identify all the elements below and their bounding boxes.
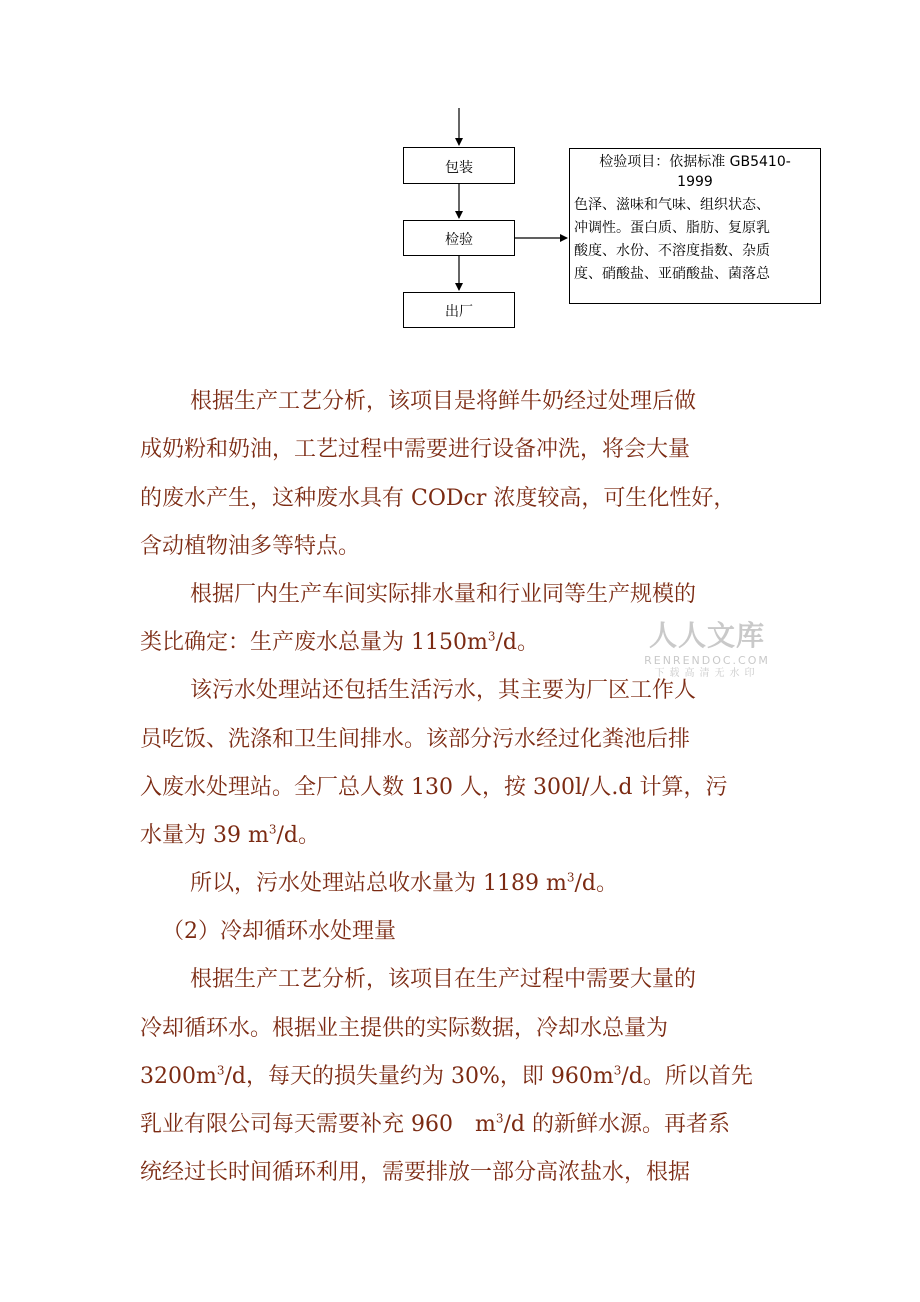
paragraph-1-line-4: 含动植物油多等特点。: [140, 534, 361, 559]
note-line: 1999: [677, 174, 713, 190]
flow-step-label: 出厂: [445, 304, 473, 320]
superscript: 3: [487, 629, 496, 644]
text-segment: /d，每天的损失量约为 30%，即 960m: [224, 1064, 614, 1089]
flow-step-label: 包装: [445, 160, 473, 176]
superscript: 3: [613, 1063, 622, 1078]
superscript: 3: [216, 1063, 225, 1078]
note-line: 检验项目：依据标准 GB5410-: [599, 154, 791, 170]
paragraph-5-line-5: 统经过长时间循环利用，需要排放一部分高浓盐水，根据: [140, 1160, 691, 1185]
note-line: 度、硝酸盐、亚硝酸盐、菌落总: [574, 266, 770, 282]
paragraph-3-line-3: 入废水处理站。全厂总人数 130 人，按 300l/人.d 计算，污: [140, 775, 728, 800]
note-line: 酸度、水份、不溶度指数、杂质: [574, 243, 770, 259]
text-segment: /d 的新鲜水源。再者系: [503, 1112, 730, 1137]
text-segment: /d。所以首先: [621, 1064, 753, 1089]
paragraph-5-line-3: [140, 1062, 753, 1092]
paragraph-3-line-1: 该污水处理站还包括生活污水，其主要为厂区工作人: [190, 678, 697, 703]
watermark-title: 人人文库: [648, 619, 765, 652]
paragraph-1-line-1: 根据生产工艺分析，该项目是将鲜牛奶经过处理后做: [190, 389, 697, 414]
paragraph-5-line-2: 冷却循环水。根据业主提供的实际数据，冷却水总量为: [140, 1016, 669, 1041]
section-heading: （2）冷却循环水处理量: [162, 919, 396, 944]
paragraph-4-line-1: [190, 869, 618, 899]
flow-step-label: 检验: [445, 232, 473, 248]
watermark: [640, 618, 774, 680]
paragraph-3-line-4: [140, 821, 320, 851]
paragraph-3-line-2: 员吃饭、洗涤和卫生间排水。该部分污水经过化粪池后排: [140, 727, 691, 752]
paragraph-5-line-1: 根据生产工艺分析，该项目在生产过程中需要大量的: [190, 967, 697, 992]
watermark-tagline: 下载高清无水印: [654, 668, 760, 679]
text-segment: 水量为 39 m: [140, 823, 269, 848]
superscript: 3: [268, 822, 277, 837]
paragraph-2-line-1: 根据厂内生产车间实际排水量和行业同等生产规模的: [190, 582, 697, 607]
text-segment: /d。: [495, 630, 539, 655]
text-segment: 类比确定：生产废水总量为 1150m: [140, 630, 488, 655]
note-line: 色泽、滋味和气味、组织状态、: [574, 197, 770, 213]
paragraph-1-line-2: 成奶粉和奶油，工艺过程中需要进行设备冲洗，将会大量: [140, 437, 691, 462]
watermark-site: RENRENDOC.COM: [644, 654, 770, 667]
note-line: 冲调性。蛋白质、脂肪、复原乳: [574, 220, 770, 236]
text-segment: /d。: [276, 823, 320, 848]
paragraph-2-line-2: [140, 628, 539, 658]
text-segment: 所以，污水处理站总收水量为 1189 m: [190, 871, 567, 896]
text-segment: 3200m: [140, 1064, 217, 1089]
superscript: 3: [566, 870, 575, 885]
text-segment: 乳业有限公司每天需要补充 960 m: [140, 1112, 496, 1137]
superscript: 3: [495, 1111, 504, 1126]
paragraph-5-line-4: [140, 1110, 730, 1140]
text-segment: /d。: [574, 871, 618, 896]
paragraph-1-line-3: 的废水产生，这种废水具有 CODcr 浓度较高，可生化性好，: [140, 486, 736, 511]
